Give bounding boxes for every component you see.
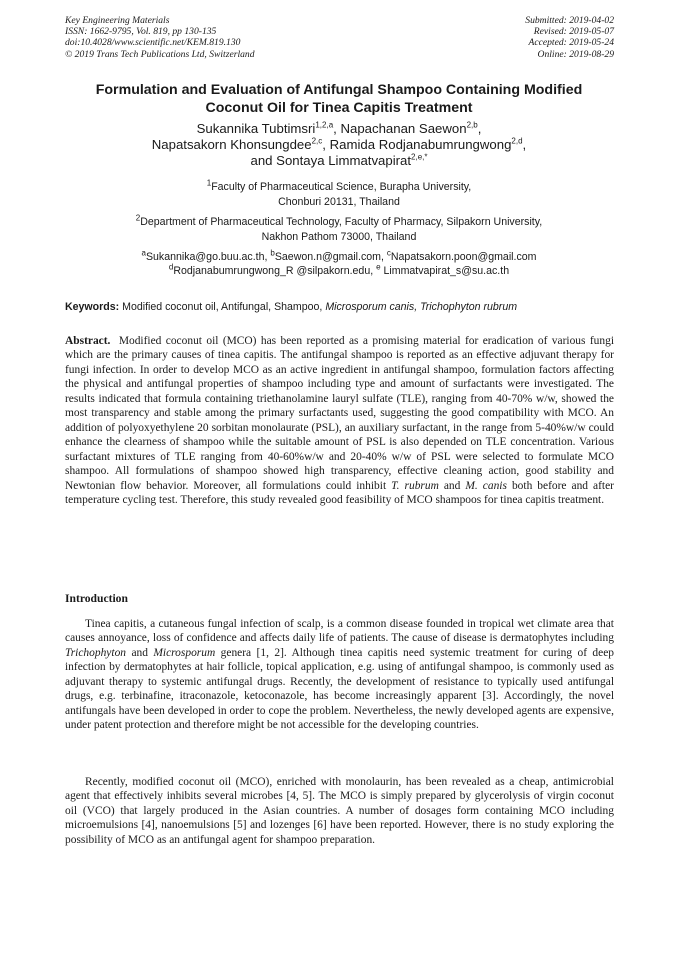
title-line-1: Formulation and Evaluation of Antifungal Shampoo Containing Modified bbox=[95, 82, 583, 98]
author-1-sup: 1,2,a bbox=[315, 120, 334, 130]
affiliation-1-sup: 1 bbox=[206, 178, 212, 188]
affiliation-2-line-1 bbox=[60, 215, 618, 230]
email-e-sup: e bbox=[376, 262, 381, 272]
author-3-sup: 2,c bbox=[311, 136, 323, 146]
abstract-italic-1: T. rubrum bbox=[391, 479, 439, 492]
author-5: Sontaya Limmatvapirat bbox=[276, 153, 412, 169]
title-line-2: Coconut Oil for Tinea Capitis Treatment bbox=[205, 99, 473, 116]
abstract-text-c: both before and after temperature cycling test. Therefore, this study revealed good feasibility of MCO shampoos for tinea capitis treatment. bbox=[65, 479, 614, 506]
affiliation-1-line-1 bbox=[60, 180, 618, 195]
email-b-sup: b bbox=[270, 248, 275, 258]
intro-p1-a: Tinea capitis, a cutaneous fungal infection of scalp, is a common disease founded in tropical wet climate area that causes annoyance, loss of confidence and affects daily life of patients. The cause of disease is dermatophytes including bbox=[65, 618, 614, 645]
abstract-text-a: Modified coconut oil (MCO) has been reported as a promising material for eradication of various fungi which are the primary causes of tinea capitis. The antifungal shampoo is reported as an effective adjuvant therapy for fungi infection. In order to develop MCO as an active ingredient in antifungal shampoo, formulation factors affecting the physical and antifungal properties of shampoo including type and amount of surfactants were investigated. The results indicated that formula containing triethanolamine lauryl sulfate (TLE), ranging from 40-70% w/w, showed the most transparency and stable among the primary surfactants used, suggesting the good compatibility with MCO. An addition of polyoxyethylene 20 sorbitan monolaurate (PSL), an auxiliary surfactant, in the range from 5-40%w/w could enhance the clearness of shampoo while the suitable amount of PSL is also depended on TLE concentration. Various surfactant mixtures of TLE ranging from 40-60%w/w and 20-40% w/w of PSL were selected to formulate MCO shampoo. All formulations of shampoo showed high transparency, effective cleaning action, good stability and Newtonian flow behavior. Moreover, all formulations could inhibit bbox=[65, 335, 615, 492]
author-2: Napachanan Saewon bbox=[340, 121, 467, 136]
journal-name: Key Engineering Materials bbox=[65, 15, 170, 26]
affiliation-2-text: Department of Pharmaceutical Technology, Faculty of Pharmacy, Silpakorn University, bbox=[140, 216, 543, 228]
affiliation-2 bbox=[60, 215, 618, 245]
email-a-sup: a bbox=[141, 248, 146, 258]
author-and: and bbox=[250, 153, 273, 169]
submitted-date: Submitted: 2019-04-02 bbox=[525, 15, 614, 26]
author-list bbox=[60, 121, 618, 170]
affiliation-1 bbox=[60, 180, 618, 210]
accepted-date: Accepted: 2019-05-24 bbox=[528, 37, 614, 49]
email-list bbox=[60, 250, 618, 279]
author-4-sup: 2,d bbox=[511, 136, 523, 146]
keywords-label: Keywords: bbox=[65, 301, 120, 313]
author-2-sup: 2,b bbox=[466, 120, 478, 130]
doi-line: doi:10.4028/www.scientific.net/KEM.819.130 bbox=[65, 37, 241, 49]
revised-date: Revised: 2019-05-07 bbox=[533, 26, 614, 38]
author-line-1: Sukannika Tubtimsri$^{1,2,a}$, Napachanan Saewon$^{2,b}$, bbox=[196, 120, 482, 136]
author-line-3 bbox=[60, 153, 618, 169]
author-line-2: Napatsakorn Khonsungdee$^{2,c}$, Ramida Rodjanabumrungwong$^{2,d}$, bbox=[151, 136, 527, 153]
email-b[interactable]: Saewon.n@gmail.com, bbox=[274, 251, 384, 263]
affiliation-2-sup: 2 bbox=[135, 213, 141, 223]
email-d[interactable]: Rodjanabumrungwong_R @silpakorn.edu, bbox=[173, 265, 374, 278]
affiliation-1-line-2: Chonburi 20131, Thailand bbox=[278, 196, 400, 208]
email-line-2 bbox=[60, 264, 618, 278]
intro-p1-italic-2: Microsporum bbox=[153, 646, 216, 659]
keywords-line bbox=[65, 300, 615, 314]
abstract-italic-2: M. canis bbox=[465, 479, 507, 492]
email-a[interactable]: Sukannika@go.buu.ac.th, bbox=[145, 251, 268, 263]
email-c-sup: c bbox=[386, 248, 391, 258]
author-3: Napatsakorn Khonsungdee bbox=[151, 137, 312, 153]
author-4: Ramida Rodjanabumrungwong bbox=[329, 137, 512, 153]
email-c[interactable]: Napatsakorn.poon@gmail.com bbox=[390, 251, 537, 263]
journal-meta bbox=[65, 15, 255, 60]
publication-dates bbox=[525, 15, 614, 60]
author-1: Sukannika Tubtimsri bbox=[196, 121, 316, 136]
online-date: Online: 2019-08-29 bbox=[537, 48, 614, 60]
abstract-label: Abstract. bbox=[65, 335, 111, 347]
introduction-heading: Introduction bbox=[65, 592, 128, 605]
abstract-text-b: and bbox=[443, 479, 461, 492]
author-5-sup: 2,e,* bbox=[411, 153, 428, 163]
paper-title bbox=[50, 82, 628, 117]
issn-line: ISSN: 1662-9795, Vol. 819, pp 130-135 bbox=[65, 26, 217, 38]
keywords-italic: Microsporum canis, Trichophyton rubrum bbox=[325, 301, 518, 313]
keywords-plain: Modified coconut oil, Antifungal, Shampoo, bbox=[122, 301, 323, 313]
copyright-line: © 2019 Trans Tech Publications Ltd, Switzerland bbox=[65, 48, 255, 60]
email-e[interactable]: Limmatvapirat_s@su.ac.th bbox=[383, 265, 510, 278]
intro-p1 bbox=[65, 617, 614, 733]
intro-p1-b: and bbox=[131, 646, 148, 659]
introduction-paragraph-1 bbox=[65, 617, 614, 733]
intro-p1-italic-1: Trichophyton bbox=[65, 646, 127, 659]
email-d-sup: d bbox=[168, 262, 174, 272]
email-line-1 bbox=[60, 250, 618, 264]
intro-p2: Recently, modified coconut oil (MCO), enriched with monolaurin, has been revealed as a cheap, antimicrobial agent that effectively inhibits several microbes [4, 5]. The MCO is simply prepared by glycerolysis of virgin coconut oil (VCO) that largely produced in the Asian countries. A number of dosages form containing MCO including microemulsions [4], nanoemulsions [5] and lozenges [6] have been reported. However, there is no study exploring the possibility of MCO as an antifungal agent for shampoo preparation. bbox=[65, 776, 614, 846]
introduction-paragraph-2 bbox=[65, 775, 614, 847]
affiliation-2-line-2: Nakhon Pathom 73000, Thailand bbox=[261, 231, 417, 243]
affiliation-1-text: Faculty of Pharmaceutical Science, Burapha University, bbox=[211, 181, 472, 193]
abstract-paragraph bbox=[65, 334, 614, 507]
abstract bbox=[65, 334, 614, 507]
intro-p1-c: genera [1, 2]. Although tinea capitis need systemic treatment for curing of deep infection by dermatophytes at hair follicle, topical application, e.g. using of antifungal shampoo, is commonly used as adjuvant therapy to systemic antifungal drugs. Recently, the development of resistance to typically used antifungal drugs, e.g. terbinafine, itraconazole, ketoconazole, has become increasingly apparent [3]. Accordingly, the novel antifungals have been developed in order to cope the problem. Nevertheless, the newly developed agents are expensive, under patent protection and therefore might be not accessible for the developing countries. bbox=[65, 646, 615, 732]
